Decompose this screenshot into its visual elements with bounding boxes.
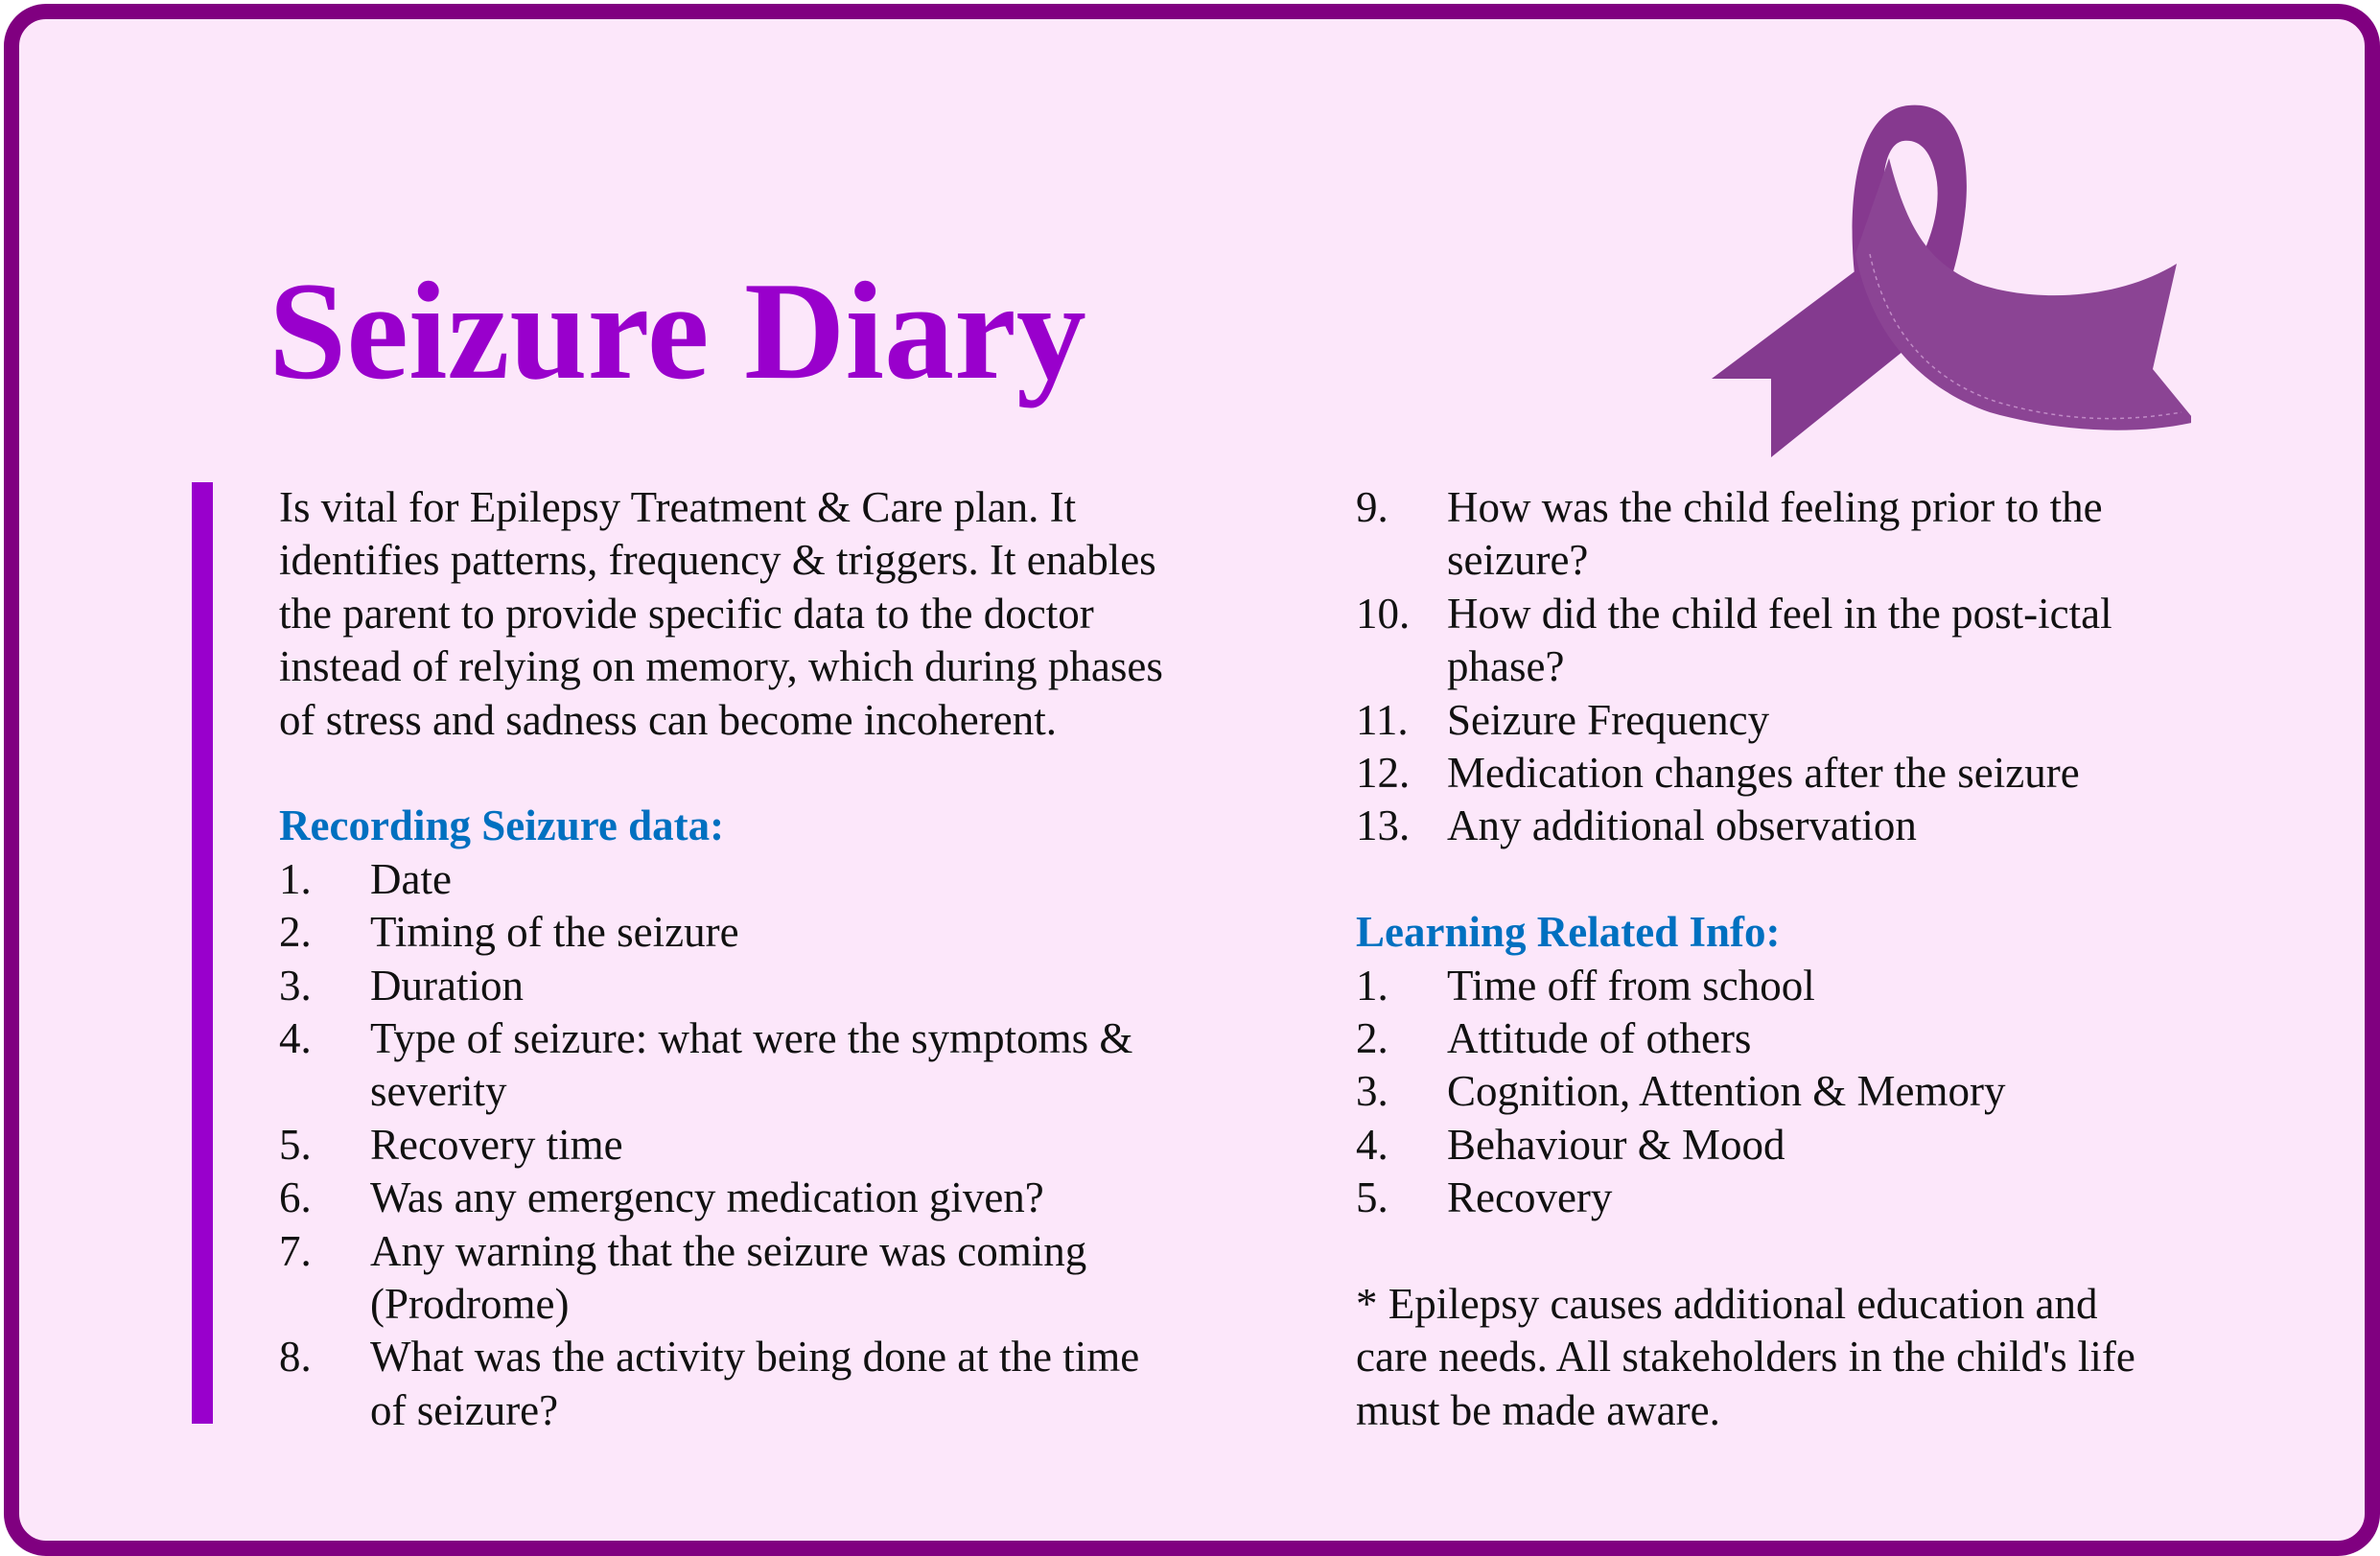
item-number: 7.: [279, 1226, 312, 1275]
item-number: 10.: [1356, 589, 1411, 638]
recording-list-continued: [1356, 481, 2315, 853]
page-title: Seizure Diary: [268, 253, 1086, 408]
item-number: 13.: [1356, 801, 1411, 850]
item-number: 1.: [279, 854, 312, 903]
item-text: Cognition, Attention & Memory: [1447, 1067, 2006, 1116]
item-text: Attitude of others: [1447, 1014, 1752, 1063]
item-text: Type of seizure: what were the symptoms & severity: [370, 1014, 1133, 1116]
item-text: Any warning that the seizure was coming (Prodrome): [370, 1226, 1087, 1329]
list-item: [279, 1331, 1315, 1437]
list-item: [279, 960, 1315, 1012]
item-number: 11.: [1356, 695, 1409, 744]
item-text: Duration: [370, 961, 524, 1010]
list-item: [1356, 1065, 2315, 1118]
item-number: 1.: [1356, 961, 1388, 1010]
list-item: [1356, 588, 2315, 694]
list-item: [279, 1012, 1315, 1119]
item-text: Seizure Frequency: [1447, 695, 1770, 744]
list-item: [279, 853, 1315, 906]
intro-line: identifies patterns, frequency & triggers. It enables: [279, 536, 1156, 585]
item-text: Recovery time: [370, 1120, 623, 1169]
item-text: What was the activity being done at the time of seizure?: [370, 1333, 1140, 1434]
list-item: [279, 1119, 1315, 1172]
list-item: [1356, 481, 2315, 588]
item-text: Medication changes after the seizure: [1447, 749, 2080, 798]
intro-line: of stress and sadness can become incoherent.: [279, 695, 1057, 744]
intro-paragraph: [279, 481, 1315, 747]
item-number: 3.: [1356, 1067, 1388, 1116]
item-number: 5.: [1356, 1173, 1388, 1222]
intro-line: instead of relying on memory, which during phases: [279, 642, 1163, 691]
recording-list: [279, 853, 1315, 1437]
list-item: [1356, 694, 2315, 747]
list-item: [1356, 1012, 2315, 1065]
recording-heading: Recording Seizure data:: [279, 801, 725, 850]
list-item: [1356, 960, 2315, 1012]
item-text: Was any emergency medication given?: [370, 1173, 1044, 1222]
item-number: 2.: [1356, 1014, 1388, 1063]
accent-bar: [192, 482, 213, 1424]
item-number: 5.: [279, 1120, 312, 1169]
left-column: [279, 481, 1315, 1437]
list-item: [1356, 1119, 2315, 1172]
item-text: How did the child feel in the post-ictal phase?: [1447, 589, 2112, 691]
item-number: 4.: [1356, 1120, 1388, 1169]
item-number: 12.: [1356, 749, 1411, 798]
intro-line: the parent to provide specific data to the doctor: [279, 589, 1094, 638]
item-text: Date: [370, 854, 452, 903]
item-number: 4.: [279, 1014, 312, 1063]
intro-line: Is vital for Epilepsy Treatment & Care plan. It: [279, 483, 1077, 531]
item-text: Time off from school: [1447, 961, 1815, 1010]
list-item: [1356, 747, 2315, 800]
footnote: * Epilepsy causes additional education and care needs. All stakeholders in the child's life must be made aware.: [1356, 1280, 2135, 1434]
item-text: Timing of the seizure: [370, 908, 739, 957]
item-number: 6.: [279, 1173, 312, 1222]
item-text: Recovery: [1447, 1173, 1613, 1222]
right-column: [1356, 481, 2315, 1437]
list-item: [279, 1225, 1315, 1332]
learning-list: [1356, 960, 2315, 1225]
item-text: Behaviour & Mood: [1447, 1120, 1785, 1169]
awareness-ribbon-icon: [1712, 91, 2191, 460]
learning-heading: Learning Related Info:: [1356, 908, 1781, 957]
list-item: [279, 906, 1315, 959]
item-text: How was the child feeling prior to the seizure?: [1447, 483, 2103, 585]
item-text: Any additional observation: [1447, 801, 1917, 850]
item-number: 8.: [279, 1333, 312, 1382]
item-number: 3.: [279, 961, 312, 1010]
list-item: [1356, 800, 2315, 852]
item-number: 2.: [279, 908, 312, 957]
item-number: 9.: [1356, 483, 1388, 531]
list-item: [1356, 1172, 2315, 1224]
list-item: [279, 1172, 1315, 1224]
